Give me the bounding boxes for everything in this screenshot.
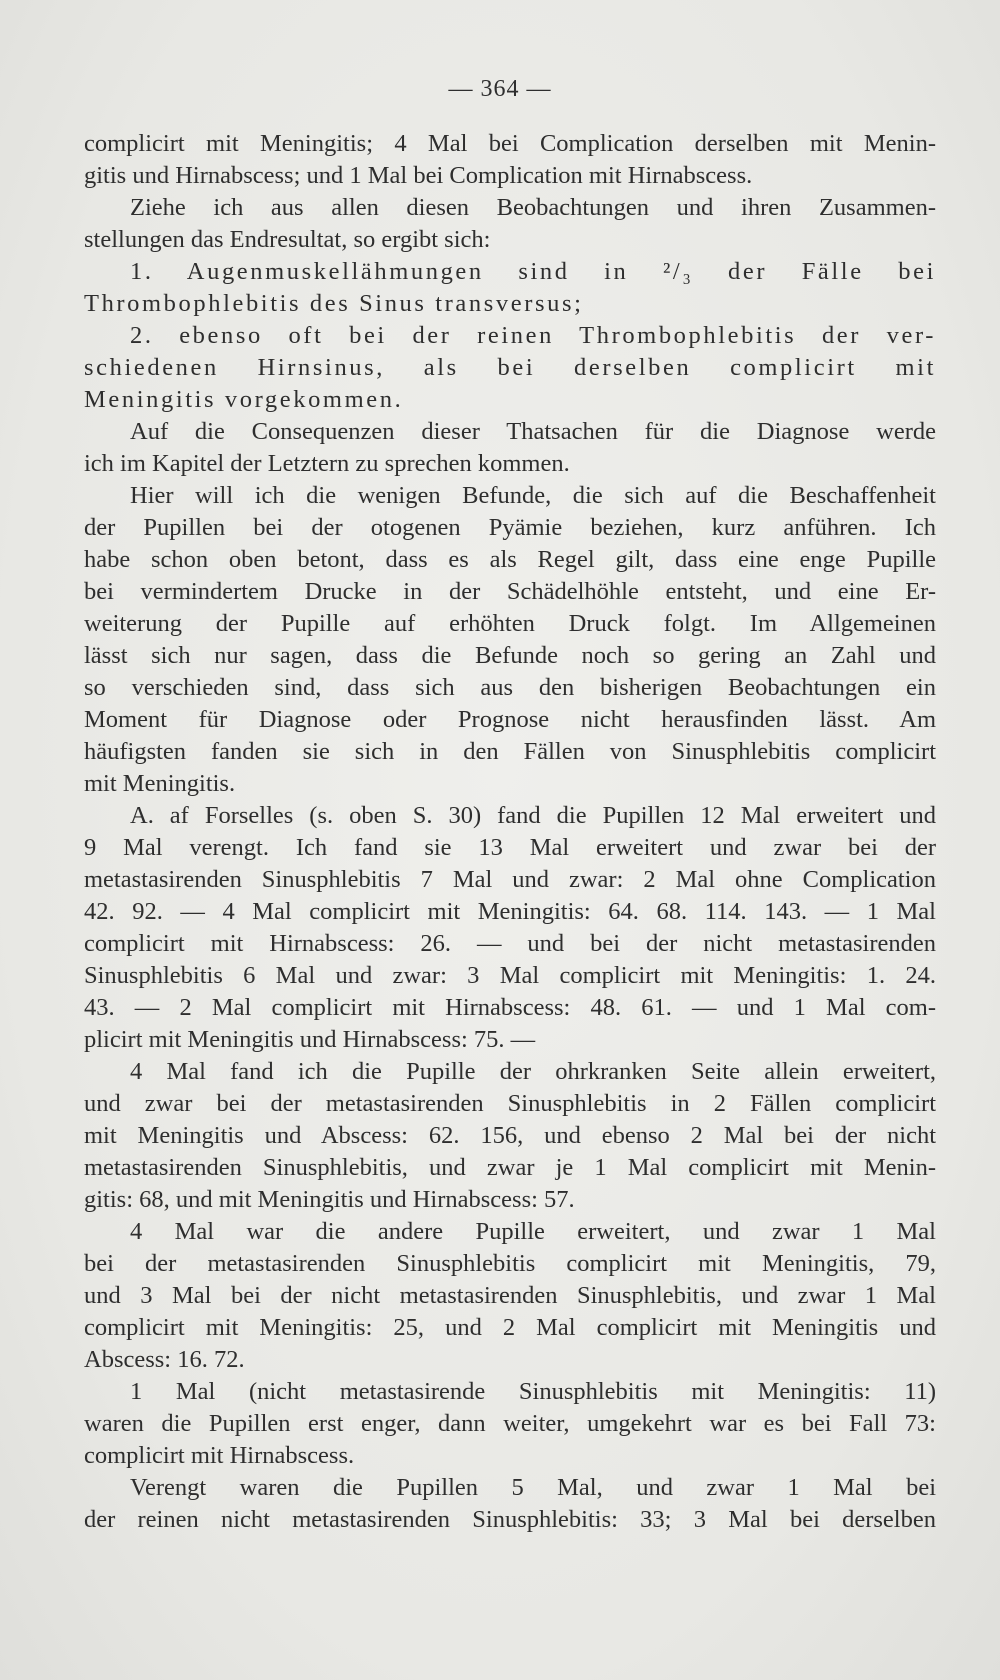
- text-line: 2. ebenso oft bei der reinen Thrombophlebitis der ver-: [130, 322, 936, 349]
- text-line: complicirt mit Hirnabscess.: [84, 1442, 355, 1469]
- text-line: waren die Pupillen erst enger, dann weiter, umgekehrt war es bei Fall 73:: [84, 1410, 936, 1437]
- text-line: ich im Kapitel der Letztern zu sprechen kommen.: [84, 450, 570, 477]
- text-line: Thrombophlebitis des Sinus transversus;: [84, 290, 584, 317]
- text-line: gitis und Hirnabscess; und 1 Mal bei Complication mit Hirnabscess.: [84, 162, 753, 189]
- text-line: A. af Forselles (s. oben S. 30) fand die Pupillen 12 Mal erweitert und: [130, 802, 936, 829]
- text-line: Abscess: 16. 72.: [84, 1346, 245, 1373]
- text-line: häufigsten fanden sie sich in den Fällen von Sinusphlebitis complicirt: [84, 738, 936, 765]
- text-line: bei vermindertem Drucke in der Schädelhöhle entsteht, und eine Er-: [84, 578, 936, 605]
- text-line: der Pupillen bei der otogenen Pyämie beziehen, kurz anführen. Ich: [84, 514, 936, 541]
- text-line: mit Meningitis.: [84, 770, 236, 797]
- text-line: complicirt mit Meningitis: 25, und 2 Mal complicirt mit Meningitis und: [84, 1314, 936, 1341]
- text-line: weiterung der Pupille auf erhöhten Druck folgt. Im Allgemeinen: [84, 610, 936, 637]
- text-line: Ziehe ich aus allen diesen Beobachtungen und ihren Zusammen-: [130, 194, 936, 221]
- page-number: — 364 —: [448, 76, 552, 102]
- text-line: Verengt waren die Pupillen 5 Mal, und zwar 1 Mal bei: [130, 1474, 936, 1501]
- text-line: Sinusphlebitis 6 Mal und zwar: 3 Mal complicirt mit Meningitis: 1. 24.: [84, 962, 936, 989]
- text-line: plicirt mit Meningitis und Hirnabscess: 75. —: [84, 1026, 536, 1053]
- text-line: 9 Mal verengt. Ich fand sie 13 Mal erweitert und zwar bei der: [84, 834, 936, 861]
- text-line: der reinen nicht metastasirenden Sinusphlebitis: 33; 3 Mal bei derselben: [84, 1506, 936, 1533]
- text-line: 1. Augenmuskellähmungen sind in ²/₃ der Fälle bei: [130, 258, 936, 285]
- text-line: metastasirenden Sinusphlebitis, und zwar je 1 Mal complicirt mit Menin-: [84, 1154, 936, 1181]
- text-line: Hier will ich die wenigen Befunde, die sich auf die Beschaffenheit: [130, 482, 936, 509]
- text-line: 4 Mal war die andere Pupille erweitert, und zwar 1 Mal: [130, 1218, 936, 1245]
- text-line: habe schon oben betont, dass es als Regel gilt, dass eine enge Pupille: [84, 546, 936, 573]
- text-line: so verschieden sind, dass sich aus den bisherigen Beobachtungen ein: [84, 674, 936, 701]
- text-line: 4 Mal fand ich die Pupille der ohrkranken Seite allein erweitert,: [130, 1058, 936, 1085]
- text-line: complicirt mit Hirnabscess: 26. — und bei der nicht metastasirenden: [84, 930, 936, 957]
- text-line: complicirt mit Meningitis; 4 Mal bei Complication derselben mit Menin-: [84, 130, 936, 157]
- text-line: Moment für Diagnose oder Prognose nicht herausfinden lässt. Am: [84, 706, 936, 733]
- text-line: und 3 Mal bei der nicht metastasirenden Sinusphlebitis, und zwar 1 Mal: [84, 1282, 936, 1309]
- text-line: mit Meningitis und Abscess: 62. 156, und ebenso 2 Mal bei der nicht: [84, 1122, 936, 1149]
- text-line: lässt sich nur sagen, dass die Befunde noch so gering an Zahl und: [84, 642, 936, 669]
- text-line: Auf die Consequenzen dieser Thatsachen für die Diagnose werde: [130, 418, 936, 445]
- body-text: [84, 128, 936, 1536]
- text-line: schiedenen Hirnsinus, als bei derselben complicirt mit: [84, 354, 936, 381]
- text-line: metastasirenden Sinusphlebitis 7 Mal und zwar: 2 Mal ohne Complication: [84, 866, 936, 893]
- text-line: gitis: 68, und mit Meningitis und Hirnabscess: 57.: [84, 1186, 575, 1213]
- text-line: und zwar bei der metastasirenden Sinusphlebitis in 2 Fällen complicirt: [84, 1090, 936, 1117]
- text-line: Meningitis vorgekommen.: [84, 386, 404, 413]
- text-line: 43. — 2 Mal complicirt mit Hirnabscess: 48. 61. — und 1 Mal com-: [84, 994, 936, 1021]
- text-line: 42. 92. — 4 Mal complicirt mit Meningitis: 64. 68. 114. 143. — 1 Mal: [84, 898, 936, 925]
- text-line: bei der metastasirenden Sinusphlebitis complicirt mit Meningitis, 79,: [84, 1250, 936, 1277]
- text-line: 1 Mal (nicht metastasirende Sinusphlebitis mit Meningitis: 11): [130, 1378, 936, 1405]
- text-line: stellungen das Endresultat, so ergibt sich:: [84, 226, 491, 253]
